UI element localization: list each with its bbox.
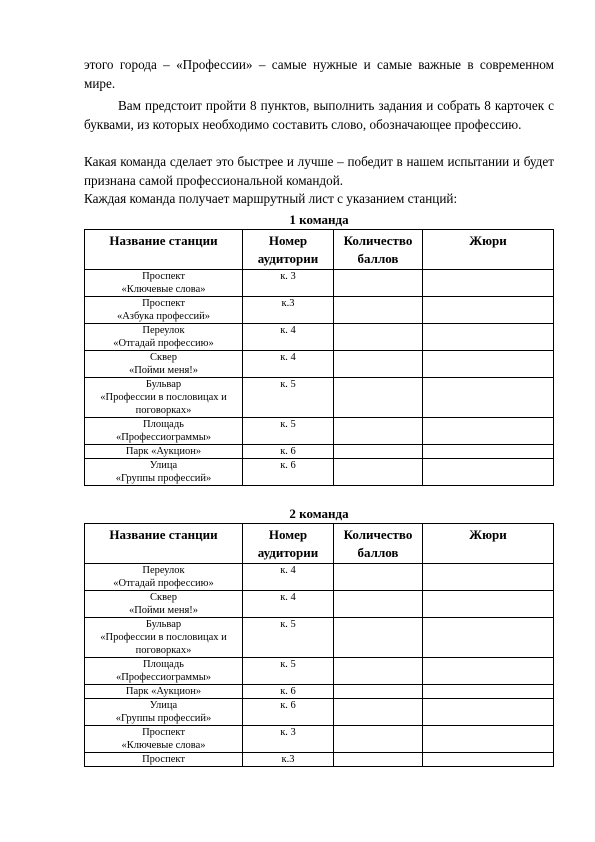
table-row bbox=[85, 351, 554, 378]
table-row bbox=[85, 685, 554, 699]
table-row bbox=[85, 378, 554, 418]
team-1-caption: 1 команда bbox=[289, 212, 349, 227]
points-cell[interactable] bbox=[334, 685, 423, 699]
jury-cell[interactable] bbox=[423, 726, 554, 753]
room-cell: к. 5 bbox=[243, 618, 334, 658]
room-cell: к. 6 bbox=[243, 445, 334, 459]
jury-cell[interactable] bbox=[423, 324, 554, 351]
station-name-line: «Отгадай профессию» bbox=[113, 578, 214, 589]
station-column-header: Название станции bbox=[85, 230, 243, 270]
station-cell bbox=[85, 618, 243, 658]
table-row bbox=[85, 658, 554, 685]
jury-cell[interactable] bbox=[423, 591, 554, 618]
jury-cell[interactable] bbox=[423, 753, 554, 767]
station-cell bbox=[85, 418, 243, 445]
points-cell[interactable] bbox=[334, 418, 423, 445]
station-name-line: Парк «Аукцион» bbox=[125, 686, 202, 697]
jury-cell[interactable] bbox=[423, 351, 554, 378]
station-cell bbox=[85, 459, 243, 486]
station-name-line: Сквер bbox=[150, 592, 177, 603]
jury-column-header: Жюри bbox=[423, 524, 554, 564]
jury-cell[interactable] bbox=[423, 297, 554, 324]
table-header-row bbox=[85, 524, 554, 564]
station-cell bbox=[85, 297, 243, 324]
room-cell: к. 4 bbox=[243, 564, 334, 591]
route-sheet-paragraph: Каждая команда получает маршрутный лист с указанием станций: bbox=[84, 191, 458, 206]
table-row bbox=[85, 591, 554, 618]
station-column-header: Название станции bbox=[85, 524, 243, 564]
station-name-line: «Пойми меня!» bbox=[128, 605, 199, 616]
team-1-route-table bbox=[84, 229, 554, 486]
points-cell[interactable] bbox=[334, 658, 423, 685]
jury-cell[interactable] bbox=[423, 459, 554, 486]
room-cell: к. 6 bbox=[243, 699, 334, 726]
points-cell[interactable] bbox=[334, 459, 423, 486]
points-cell[interactable] bbox=[334, 618, 423, 658]
room-cell: к.3 bbox=[243, 297, 334, 324]
station-name-line: поговорках» bbox=[135, 645, 192, 656]
station-cell bbox=[85, 753, 243, 767]
winner-paragraph: Какая команда сделает это быстрее и лучше – победит в нашем испытании и будет признана самой профессиональной командой. bbox=[84, 154, 554, 188]
jury-cell[interactable] bbox=[423, 378, 554, 418]
points-column-header: Количество баллов bbox=[334, 524, 423, 564]
station-cell bbox=[85, 324, 243, 351]
room-cell: к. 6 bbox=[243, 459, 334, 486]
station-cell bbox=[85, 699, 243, 726]
intro-paragraph: этого города – «Профессии» – самые нужные и самые важные в современном мире. bbox=[84, 57, 554, 91]
station-cell bbox=[85, 726, 243, 753]
station-name-line: «Профессиограммы» bbox=[115, 672, 212, 683]
room-cell: к. 4 bbox=[243, 324, 334, 351]
jury-cell[interactable] bbox=[423, 618, 554, 658]
task-paragraph: Вам предстоит пройти 8 пунктов, выполнить задания и собрать 8 карточек с буквами, из которых необходимо составить слово, обозначающее профессию. bbox=[84, 98, 554, 132]
table-row bbox=[85, 324, 554, 351]
table-row bbox=[85, 418, 554, 445]
station-name-line: Проспект bbox=[142, 754, 185, 765]
points-cell[interactable] bbox=[334, 270, 423, 297]
station-name-line: «Группы профессий» bbox=[115, 473, 212, 484]
station-name-line: «Группы профессий» bbox=[115, 713, 212, 724]
table-header-row bbox=[85, 230, 554, 270]
station-cell bbox=[85, 378, 243, 418]
jury-column-header: Жюри bbox=[423, 230, 554, 270]
station-name-line: Площадь bbox=[143, 419, 184, 430]
room-cell: к. 3 bbox=[243, 726, 334, 753]
station-cell bbox=[85, 685, 243, 699]
station-cell bbox=[85, 270, 243, 297]
station-cell bbox=[85, 564, 243, 591]
table-row bbox=[85, 699, 554, 726]
jury-cell[interactable] bbox=[423, 685, 554, 699]
jury-cell[interactable] bbox=[423, 418, 554, 445]
room-cell: к. 6 bbox=[243, 685, 334, 699]
station-name-line: Переулок bbox=[142, 565, 185, 576]
table-row bbox=[85, 270, 554, 297]
room-cell: к. 4 bbox=[243, 591, 334, 618]
station-name-line: «Профессии в пословицах и bbox=[100, 392, 227, 403]
points-cell[interactable] bbox=[334, 351, 423, 378]
table-row bbox=[85, 726, 554, 753]
room-cell: к. 5 bbox=[243, 418, 334, 445]
points-cell[interactable] bbox=[334, 378, 423, 418]
station-name-line: «Профессиограммы» bbox=[115, 432, 212, 443]
room-cell: к. 5 bbox=[243, 658, 334, 685]
station-name-line: «Пойми меня!» bbox=[128, 365, 199, 376]
table-row bbox=[85, 753, 554, 767]
room-cell: к. 4 bbox=[243, 351, 334, 378]
points-cell[interactable] bbox=[334, 753, 423, 767]
room-cell: к.3 bbox=[243, 753, 334, 767]
station-cell bbox=[85, 445, 243, 459]
room-cell: к. 3 bbox=[243, 270, 334, 297]
room-column-header: Номер аудитории bbox=[243, 230, 334, 270]
room-column-header: Номер аудитории bbox=[243, 524, 334, 564]
station-name-line: Проспект bbox=[142, 271, 185, 282]
station-name-line: Парк «Аукцион» bbox=[125, 446, 202, 457]
table-row bbox=[85, 564, 554, 591]
jury-cell[interactable] bbox=[423, 564, 554, 591]
station-name-line: Бульвар bbox=[145, 379, 182, 390]
jury-cell[interactable] bbox=[423, 699, 554, 726]
station-name-line: «Ключевые слова» bbox=[121, 740, 206, 751]
jury-cell[interactable] bbox=[423, 658, 554, 685]
room-cell: к. 5 bbox=[243, 378, 334, 418]
team-2-caption: 2 команда bbox=[289, 506, 349, 521]
station-name-line: Сквер bbox=[150, 352, 177, 363]
points-cell[interactable] bbox=[334, 591, 423, 618]
table-row bbox=[85, 445, 554, 459]
station-cell bbox=[85, 658, 243, 685]
points-cell[interactable] bbox=[334, 445, 423, 459]
station-name-line: Площадь bbox=[143, 659, 184, 670]
station-name-line: «Отгадай профессию» bbox=[113, 338, 214, 349]
station-name-line: Бульвар bbox=[145, 619, 182, 630]
station-name-line: Улица bbox=[149, 700, 178, 711]
points-cell[interactable] bbox=[334, 324, 423, 351]
jury-cell[interactable] bbox=[423, 270, 554, 297]
station-name-line: «Профессии в пословицах и bbox=[100, 632, 227, 643]
station-name-line: «Ключевые слова» bbox=[121, 284, 206, 295]
station-cell bbox=[85, 591, 243, 618]
table-row bbox=[85, 618, 554, 658]
points-column-header: Количество баллов bbox=[334, 230, 423, 270]
points-cell[interactable] bbox=[334, 297, 423, 324]
station-name-line: Улица bbox=[149, 460, 178, 471]
points-cell[interactable] bbox=[334, 726, 423, 753]
station-name-line: Переулок bbox=[142, 325, 185, 336]
table-row bbox=[85, 297, 554, 324]
station-name-line: Проспект bbox=[142, 298, 185, 309]
points-cell[interactable] bbox=[334, 699, 423, 726]
jury-cell[interactable] bbox=[423, 445, 554, 459]
station-name-line: «Азбука профессий» bbox=[116, 311, 211, 322]
station-cell bbox=[85, 351, 243, 378]
station-name-line: поговорках» bbox=[135, 405, 192, 416]
station-name-line: Проспект bbox=[142, 727, 185, 738]
table-row bbox=[85, 459, 554, 486]
team-2-route-table bbox=[84, 523, 554, 767]
points-cell[interactable] bbox=[334, 564, 423, 591]
